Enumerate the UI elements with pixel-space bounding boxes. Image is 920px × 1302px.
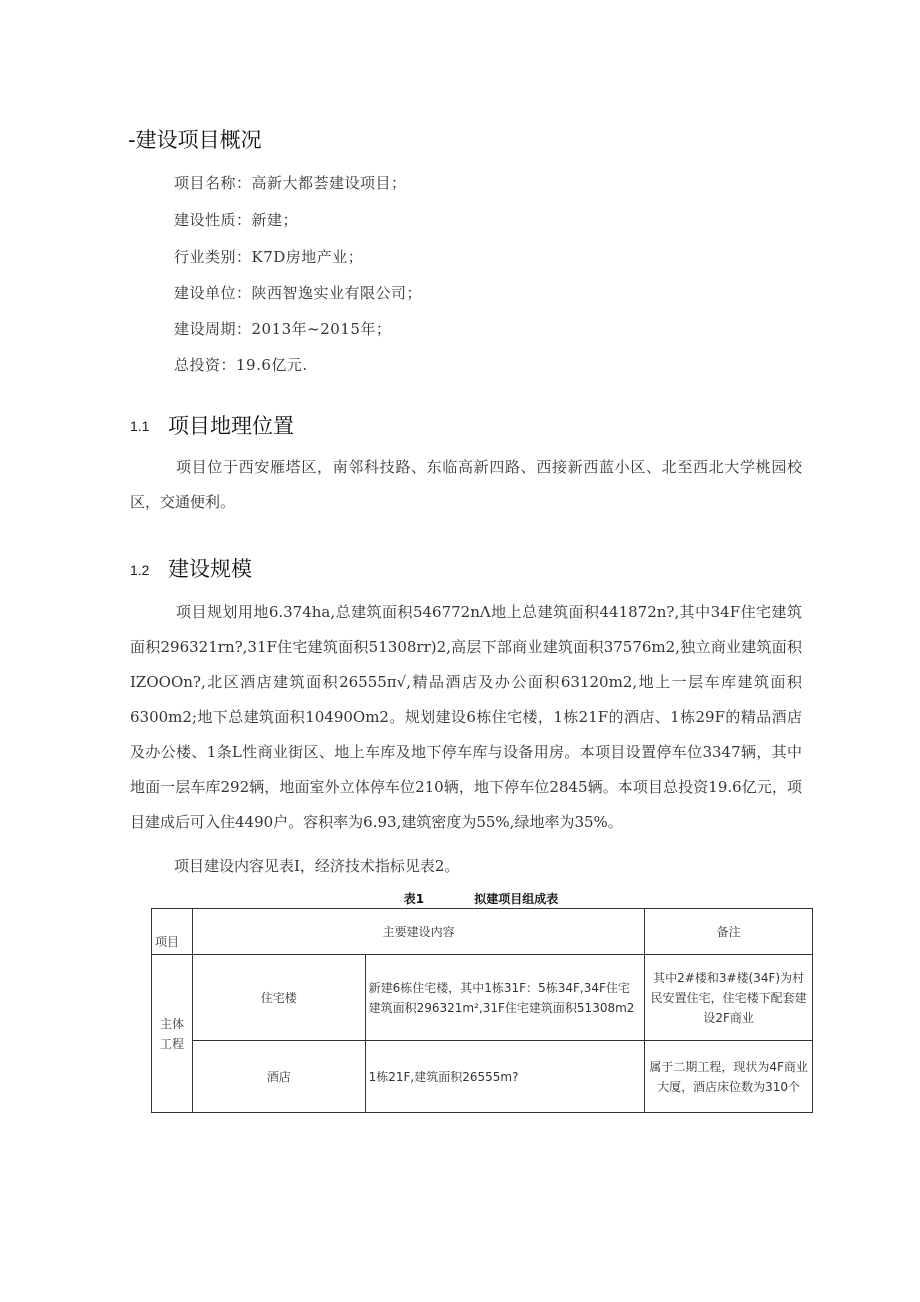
table1-caption-no: 表1 (403, 892, 425, 906)
table1-header-content: 主要建设内容 (192, 909, 644, 955)
table1-caption-title: 拟建项目组成表 (474, 892, 559, 906)
section-1-2-text: 项目规划用地6.374ha,总建筑面积546772nΛ地上总建筑面积441872n?,其中34F住宅建筑面积296321rn?,31F住宅建筑面积51308rr)2,高层下部商业建筑面积37576m2,独立商业建筑面积IZOOOn?,北区酒店建筑面积26555π√,精品酒店及办公面积63120m2,地上一层车库建筑面积6300m2;地下总建筑面积10490Om2。规划建设6栋住宅楼，1栋21F的酒店、1栋29F的精品酒店及办公楼、1条L性商业街区、地上车库及地下停车库与设备用房。本项目设置停车位3347辆，其中地面一层车库292辆，地面室外立体停车位210辆，地下停车位2845辆。本项目总投资19.6亿元，项目建成后可入住4490户。容积率为6.93,建筑密度为55%,绿地率为35%。 (130, 603, 802, 831)
section-1-2-number: 1.2 (130, 562, 150, 578)
section-1-1-text: 项目位于西安雁塔区，南邻科技路、东临高新四路、西接新西蓝小区、北至西北大学桃园校区，交通便利。 (130, 458, 802, 511)
table1-row-remark: 其中2#楼和3#楼(34F)为村民安置住宅，住宅楼下配套建 设2F商业 (645, 955, 813, 1041)
table1-header-item: 项目 (152, 909, 193, 955)
info-unit: 建设单位：陕西智逸实业有限公司； (174, 284, 423, 302)
table1 (151, 908, 813, 1113)
table1-caption (150, 890, 812, 907)
table1-row-name: 酒店 (192, 1041, 365, 1113)
section-1-1-title: 项目地理位置 (168, 414, 294, 438)
section-title: -建设项目概况 (128, 128, 262, 152)
info-project-name: 项目名称：高新大都荟建设项目； (174, 174, 407, 192)
info-investment: 总投资：19.6亿元. (174, 356, 308, 374)
table1-row-content: 新建6栋住宅楼，其中1栋31F：5栋34F,34F住宅建筑面积296321m²,31F住宅建筑面积51308m2 (365, 955, 645, 1041)
info-nature: 建设性质：新建； (174, 211, 299, 229)
section-1-1-number: 1.1 (130, 418, 150, 434)
table1-row-content: 1栋21F,建筑面积26555m? (365, 1041, 645, 1113)
table1-header-remark: 备注 (645, 909, 813, 955)
info-period: 建设周期：2013年~2015年； (174, 320, 392, 338)
section-1-2-title: 建设规模 (168, 557, 252, 581)
table1-row-name: 住宅楼 (192, 955, 365, 1041)
table1-group-label: 主体 工程 (152, 955, 193, 1113)
section-1-2-text2: 项目建设内容见表I，经济技术指标见表2。 (174, 857, 460, 875)
table1-row-remark: 属于二期工程，现状为4F商业大厦，酒店床位数为310个 (645, 1041, 813, 1113)
info-industry: 行业类别：K7D房地产业； (174, 248, 364, 266)
